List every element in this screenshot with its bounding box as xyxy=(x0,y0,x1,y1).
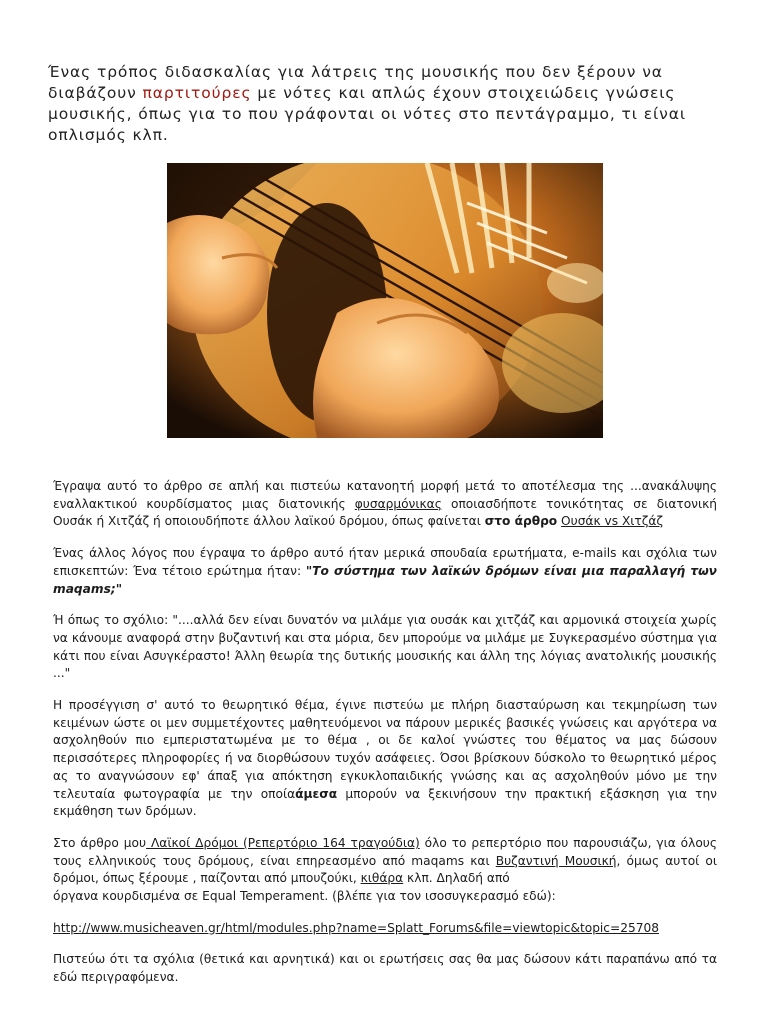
paragraph-3: Ή όπως το σχόλιο: "....αλλά δεν είναι δυνατόν να μιλάμε για ουσάκ και χιτζάζ και αρμονικά στοιχεία χωρίς να κάνουμε αναφορά στην βυζαντινή και στα μόρια, δεν μπορούμε να μιλάμε με Συγκερασμένο σύστημα για κάτι που είναι Ασυγκέραστο! Άλλη θεωρία της δυτικής μουσικής και άλλη της λόγιας ανατολικής μουσικής ..." xyxy=(53,613,717,681)
p5-text-e: όργανα κουρδισμένα σε Equal Temperament. (βλέπε για τον ισοσυγκερασμό εδώ): xyxy=(53,889,556,904)
p1-text-a: Έγραψα αυτό το άρθρο σε απλή και πιστεύω κατανοητή μορφή μετά το αποτέλεσμα της ...ανακάλυψης εναλλακτικού κουρδίσματος μιας διατονικής xyxy=(53,479,717,511)
link-laikoi-dromoi[interactable]: Λαϊκοί Δρόμοι (Ρεπερτόριο 164 τραγούδια) xyxy=(146,835,420,850)
paragraph-2 xyxy=(53,545,717,598)
musicheaven-url-link[interactable]: http://www.musicheaven.gr/html/modules.php?name=Splatt_Forums&file=viewtopic&topic=25708 xyxy=(53,920,659,935)
p1-text-b: οποιασδήποτε τονικότητας σε διατονική Ουσάκ ή Χιτζάζ ή οποιουδήποτε άλλου λαϊκού δρόμου, όπως φαίνεται xyxy=(53,496,717,529)
p5-text-c: , όμως αυτοί οι δρόμοι, όπως ξέρουμε , παίζονται από μπουζούκι, xyxy=(53,853,717,886)
p5-text-b: όλο το ρεπερτόριο που παρουσιάζω, για όλους τους ελληνικούς τους δρόμους, είναι επηρεασμένο από maqams και xyxy=(53,835,717,868)
article-body xyxy=(53,478,717,1001)
intro-text-after: με νότες και απλώς έχουν στοιχειώδεις γνώσεις μουσικής, όπως για το που γράφονται οι νότες στο πεντάγραμμο, τι είναι οπλισμός κλπ. xyxy=(48,84,686,144)
p2-text: Ένας άλλος λόγος που έγραψα το άρθρο αυτό ήταν μερικά σπουδαία ερωτήματα, e-mails και σχόλια των επισκεπτών: Ένα τέτοιο ερώτημα ήταν: xyxy=(53,546,717,578)
paragraph-6: Πιστεύω ότι τα σχόλια (θετικά και αρνητικά) και οι ερωτήσεις σας θα μας δώσουν κάτι παραπάνω από τα εδώ περιγραφόμενα. xyxy=(53,952,717,985)
p1-bold-arthro: στο άρθρο xyxy=(484,514,558,529)
intro-text-before: Ένας τρόπος διδασκαλίας για λάτρεις της μουσικής που δεν ξέρουν να διαβάζουν xyxy=(48,63,663,102)
link-ousak-vs-hitzaz[interactable]: Ουσάκ vs Χιτζάζ xyxy=(561,514,664,529)
p5-text-d: κλπ. Δηλαδή από xyxy=(403,871,510,886)
p5-text-a: Στο άρθρο μου xyxy=(53,835,147,850)
link-partitoures[interactable]: παρτιτούρες xyxy=(142,84,252,102)
laouto-playing-photo-icon xyxy=(167,163,603,438)
url-paragraph xyxy=(53,920,717,938)
laouto-photo xyxy=(167,163,603,438)
link-byzantini-mousiki[interactable]: Βυζαντινή Μουσική xyxy=(495,853,617,868)
intro-paragraph xyxy=(48,62,728,146)
p2-quote: "Το σύστημα των λαϊκών δρόμων είναι μια παραλλαγή των maqams;" xyxy=(53,563,717,596)
paragraph-4 xyxy=(53,697,717,821)
p4-text-a: Η προσέγγιση σ' αυτό το θεωρητικό θέμα, έγινε πιστεύω με πλήρη διασταύρωση και τεκμηρίωση των κειμένων ώστε οι μεν συμμετέχοντες μαθητευόμενοι να πάρουν μερικές βασικές γνώσεις και αργότερα να ασχοληθούν πιο εμπεριστατωμένα με το θέμα , οι δε καλοί γνώστες του θέματος να μας δώσουν περισσότερες πληροφορίες ή να διορθώσουν τυχόν ασάφειες. Όσοι βρίσκουν δύσκολο το θεωρητικό μέρος ας το αναγνώσουν εφ' άπαξ για απόκτηση εγκυκλοπαιδικής γνώσης και ας ασχοληθούν μόνο με την τελευταία φωτογραφία με την οποία xyxy=(53,698,717,801)
p4-text-b: μπορούν να ξεκινήσουν την πρακτική εξάσκηση για την εκμάθηση των δρόμων. xyxy=(53,786,717,819)
paragraph-1 xyxy=(53,478,717,531)
paragraph-5 xyxy=(53,835,717,906)
link-fysarmonikas[interactable]: φυσαρμόνικας xyxy=(354,496,442,511)
p4-bold-amesa: άμεσα xyxy=(295,786,338,801)
link-kithara[interactable]: κιθάρα xyxy=(360,871,404,886)
